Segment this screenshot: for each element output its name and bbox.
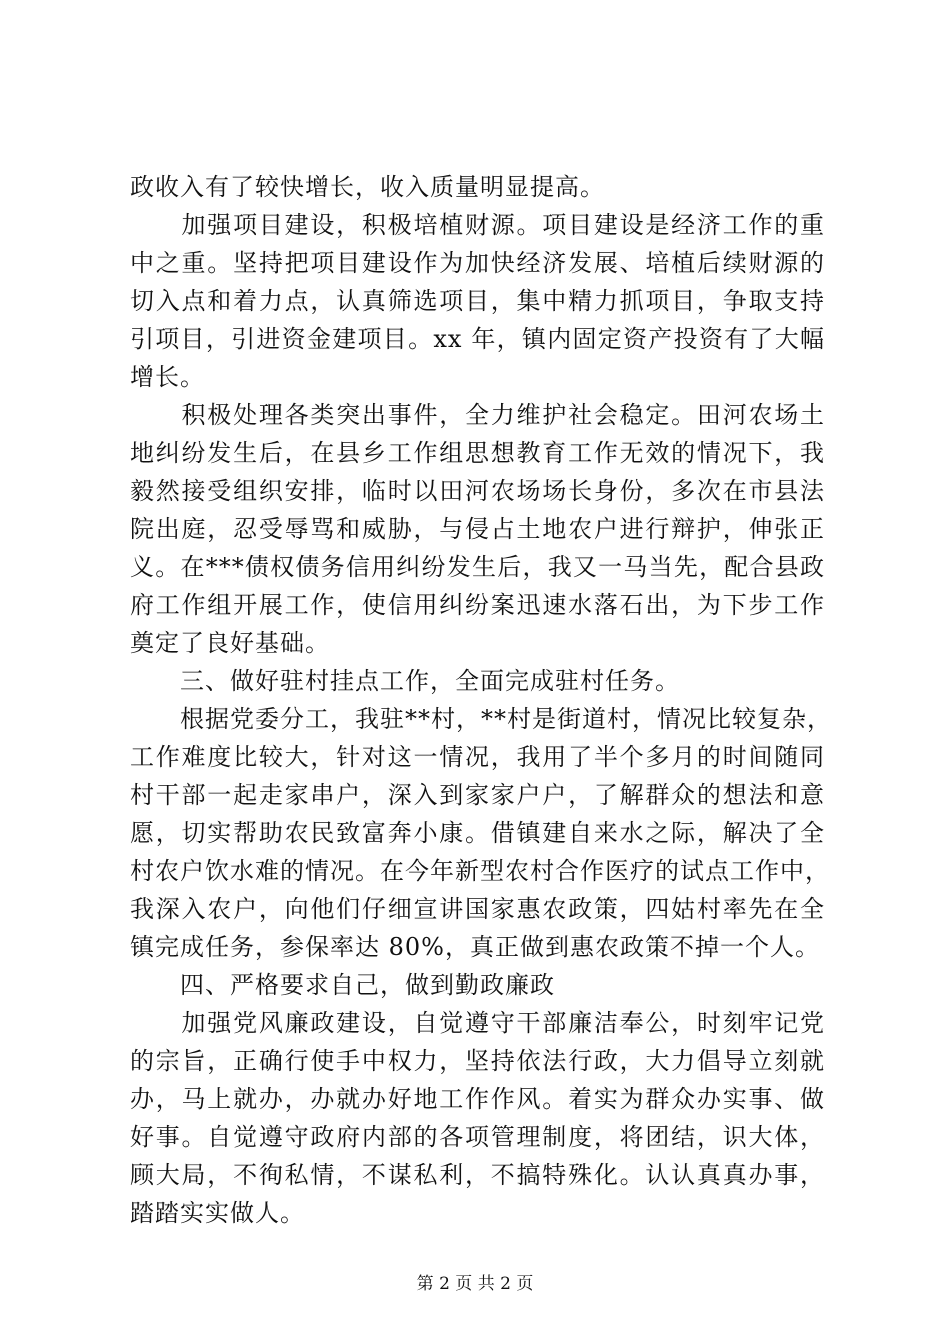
text-line: 村农户饮水难的情况。在今年新型农村合作医疗的试点工作中，: [130, 857, 830, 885]
text-line: 加强党风廉政建设，自觉遵守干部廉洁奉公，时刻牢记党: [130, 1009, 825, 1037]
text-line: 顾大局，不徇私情，不谋私利，不搞特殊化。认认真真办事，: [130, 1161, 825, 1189]
text-line: 镇完成任务，参保率达 80%，真正做到惠农政策不掉一个人。: [130, 933, 820, 961]
page-number-label: 第 2 页 共 2 页: [416, 1274, 534, 1294]
text-line: 院出庭，忍受辱骂和威胁，与侵占土地农户进行辩护，伸张正: [130, 515, 825, 543]
text-line: 奠定了良好基础。: [130, 629, 330, 657]
text-line: 的宗旨，正确行使手中权力，坚持依法行政，大力倡导立刻就: [130, 1047, 825, 1075]
text-line: 三、做好驻村挂点工作，全面完成驻村任务。: [130, 667, 680, 695]
text-line: 中之重。坚持把项目建设作为加快经济发展、培植后续财源的: [130, 249, 825, 277]
text-line: 积极处理各类突出事件，全力维护社会稳定。田河农场土: [130, 401, 825, 429]
page-footer: [0, 1272, 950, 1296]
text-line: 增长。: [130, 363, 205, 391]
text-line: 引项目，引进资金建项目。xx 年，镇内固定资产投资有了大幅: [130, 325, 825, 353]
text-line: 义。在***债权债务信用纠纷发生后，我又一马当先，配合县政: [130, 553, 825, 581]
text-line: 办，马上就办，办就办好地工作作风。着实为群众办实事、做: [130, 1085, 825, 1113]
text-line: 加强项目建设，积极培植财源。项目建设是经济工作的重: [130, 211, 825, 239]
text-line: 好事。自觉遵守政府内部的各项管理制度，将团结，识大体，: [130, 1123, 825, 1151]
text-line: 切入点和着力点，认真筛选项目，集中精力抓项目，争取支持: [130, 287, 825, 315]
text-line: 踏踏实实做人。: [130, 1199, 305, 1227]
document-body: [130, 168, 832, 1232]
text-line: 四、严格要求自己，做到勤政廉政: [130, 971, 555, 999]
text-line: 毅然接受组织安排，临时以田河农场场长身份，多次在市县法: [130, 477, 825, 505]
text-line: 村干部一起走家串户，深入到家家户户，了解群众的想法和意: [130, 781, 825, 809]
text-line: 地纠纷发生后，在县乡工作组思想教育工作无效的情况下，我: [130, 439, 825, 467]
text-line: 府工作组开展工作，使信用纠纷案迅速水落石出，为下步工作: [130, 591, 825, 619]
text-line: 根据党委分工，我驻**村，**村是街道村，情况比较复杂，: [130, 705, 832, 733]
text-line: 政收入有了较快增长，收入质量明显提高。: [130, 173, 605, 201]
text-line: 愿，切实帮助农民致富奔小康。借镇建自来水之际，解决了全: [130, 819, 825, 847]
text-line: 工作难度比较大，针对这一情况，我用了半个多月的时间随同: [130, 743, 825, 771]
text-line: 我深入农户，向他们仔细宣讲国家惠农政策，四姑村率先在全: [130, 895, 825, 923]
